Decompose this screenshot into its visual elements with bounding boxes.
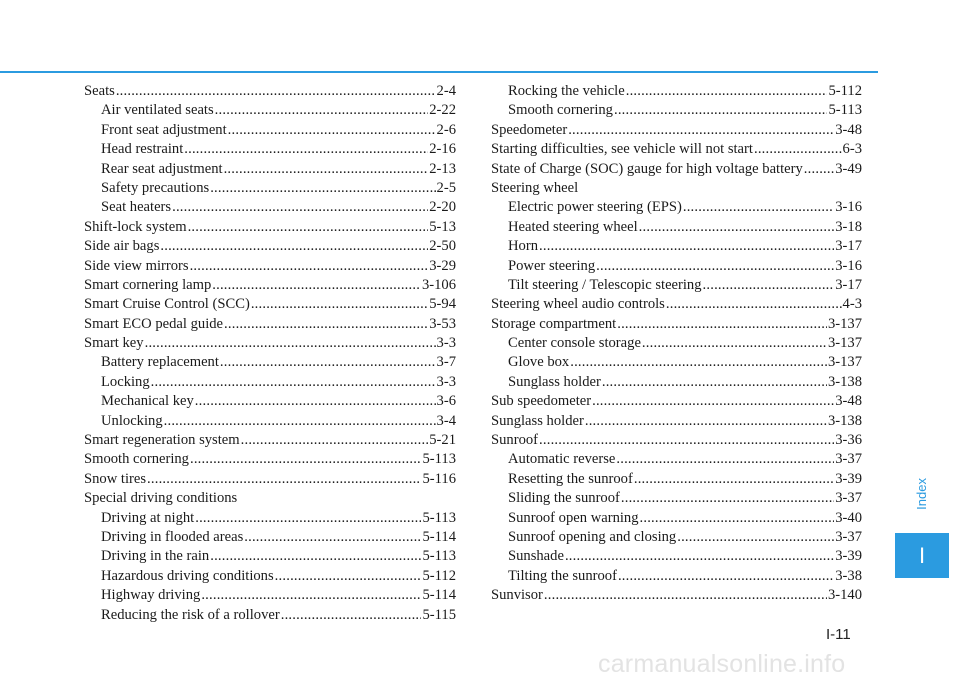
- index-entry-page: 3-39: [835, 470, 862, 487]
- dot-leader: [596, 257, 834, 276]
- index-entry-page: 3-138: [827, 373, 862, 390]
- dot-leader: [201, 586, 421, 605]
- index-entry-page: 2-22: [429, 102, 456, 119]
- index-entry-page: 5-114: [422, 587, 456, 604]
- dot-leader: [642, 334, 827, 353]
- index-entry-page: 3-49: [835, 160, 862, 177]
- dot-leader: [210, 179, 435, 198]
- index-entry-label: Unlocking: [101, 412, 163, 429]
- index-entry-page: 5-116: [422, 470, 456, 487]
- index-entry: [84, 121, 456, 140]
- index-entry: [491, 528, 862, 547]
- watermark: carmanualsonline.info: [598, 650, 846, 678]
- index-entry-page: 3-29: [429, 257, 456, 274]
- dot-leader: [617, 315, 827, 334]
- dot-leader: [592, 392, 834, 411]
- dot-leader: [224, 160, 429, 179]
- index-entry: [84, 489, 456, 508]
- dot-leader: [275, 567, 422, 586]
- index-entry-page: 3-17: [835, 276, 862, 293]
- index-entry-label: Sunshade: [508, 548, 564, 565]
- index-entry-label: Steering wheel audio controls: [491, 296, 665, 313]
- index-entry-page: 3-48: [835, 393, 862, 410]
- dot-leader: [585, 412, 827, 431]
- index-entry-label: Head restraint: [101, 141, 184, 158]
- dot-leader: [224, 315, 428, 334]
- dot-leader: [568, 121, 834, 140]
- index-entry-page: 3-17: [835, 238, 862, 255]
- index-entry-page: 5-113: [828, 102, 862, 119]
- index-entry: [84, 509, 456, 528]
- index-entry-page: 5-112: [828, 83, 862, 99]
- index-entry-page: 3-39: [835, 548, 862, 565]
- index-entry-page: 2-6: [436, 121, 456, 138]
- index-entry-label: Sunglass holder: [491, 412, 584, 429]
- index-entry: [491, 489, 862, 508]
- index-entry-label: Battery replacement: [101, 354, 219, 371]
- index-entry-label: Steering wheel: [491, 179, 579, 196]
- index-entry-label: Side air bags: [84, 238, 160, 255]
- dot-leader: [160, 237, 428, 256]
- index-entry-page: 3-106: [421, 276, 456, 293]
- index-entry-label: Starting difficulties, see vehicle will not start: [491, 141, 753, 158]
- index-entry: [84, 373, 456, 392]
- index-entry: [84, 528, 456, 547]
- dot-leader: [616, 450, 834, 469]
- index-entry: [491, 431, 862, 450]
- index-entry-page: 3-38: [835, 567, 862, 584]
- index-entry-label: Power steering: [508, 257, 596, 274]
- index-entry-label: Side view mirrors: [84, 257, 189, 274]
- index-entry-label: Snow tires: [84, 470, 147, 487]
- index-entry: [84, 353, 456, 372]
- index-entry: [491, 373, 862, 392]
- index-entry-label: Smart regeneration system: [84, 432, 240, 449]
- dot-leader: [539, 431, 834, 450]
- index-entry-label: Sunroof opening and closing: [508, 528, 677, 545]
- index-entry-page: 5-113: [422, 509, 456, 526]
- section-letter-box: I: [895, 533, 949, 578]
- index-entry-label: Storage compartment: [491, 315, 617, 332]
- index-entry-label: State of Charge (SOC) gauge for high voltage battery: [491, 160, 803, 177]
- index-entry: [84, 257, 456, 276]
- dot-leader: [804, 160, 834, 179]
- index-entry-label: Seats: [84, 83, 115, 99]
- index-entry: [84, 237, 456, 256]
- index-entry: [491, 140, 862, 159]
- index-entry: [491, 547, 862, 566]
- index-entry-page: 3-36: [835, 432, 862, 449]
- index-entry: [84, 295, 456, 314]
- page-number: I-11: [826, 626, 851, 643]
- index-entry-page: 3-138: [827, 412, 862, 429]
- dot-leader: [639, 218, 835, 237]
- dot-leader: [241, 431, 429, 450]
- index-entry-page: 3-137: [827, 315, 862, 332]
- index-column-left: [84, 82, 456, 625]
- index-entry-page: 3-48: [835, 121, 862, 138]
- index-entry-page: 5-113: [422, 451, 456, 468]
- dot-leader: [145, 334, 436, 353]
- index-entry: [491, 567, 862, 586]
- dot-leader: [116, 82, 436, 101]
- index-entry-label: Driving in the rain: [101, 548, 210, 565]
- index-entry-page: 3-37: [835, 451, 862, 468]
- index-entry: [491, 198, 862, 217]
- index-entry-page: 3-53: [429, 315, 456, 332]
- index-entry: [84, 586, 456, 605]
- dot-leader: [614, 101, 828, 120]
- index-entry-label: Shift-lock system: [84, 218, 187, 235]
- dot-leader: [754, 140, 842, 159]
- index-entry-page: 6-3: [842, 141, 862, 158]
- index-entry: [491, 334, 862, 353]
- index-entry-label: Automatic reverse: [508, 451, 616, 468]
- dot-leader: [164, 412, 436, 431]
- index-entry-page: 5-112: [422, 567, 456, 584]
- index-entry-label: Smooth cornering: [84, 451, 189, 468]
- index-entry: [84, 567, 456, 586]
- index-entry: [84, 470, 456, 489]
- index-entry-page: 4-3: [842, 296, 862, 313]
- dot-leader: [210, 547, 421, 566]
- index-entry-label: Rear seat adjustment: [101, 160, 223, 177]
- index-entry-label: Sub speedometer: [491, 393, 592, 410]
- index-entry-page: 3-37: [835, 528, 862, 545]
- index-entry-label: Resetting the sunroof: [508, 470, 633, 487]
- index-entry-label: Special driving conditions: [84, 490, 238, 507]
- dot-leader: [172, 198, 428, 217]
- dot-leader: [184, 140, 428, 159]
- index-entry: [491, 237, 862, 256]
- dot-leader: [602, 373, 827, 392]
- index-entry: [84, 140, 456, 159]
- dot-leader: [666, 295, 842, 314]
- index-entry-label: Sunglass holder: [508, 373, 601, 390]
- index-entry: [491, 101, 862, 120]
- index-entry-label: Seat heaters: [101, 199, 172, 216]
- index-entry-label: Speedometer: [491, 121, 568, 138]
- index-entry-label: Smart Cruise Control (SCC): [84, 296, 250, 313]
- index-entry-page: 2-20: [429, 199, 456, 216]
- dot-leader: [634, 470, 834, 489]
- index-entry-label: Reducing the risk of a rollover: [101, 606, 280, 623]
- dot-leader: [677, 528, 834, 547]
- dot-leader: [195, 392, 436, 411]
- index-entry: [84, 450, 456, 469]
- index-entry: [84, 82, 456, 101]
- dot-leader: [190, 450, 422, 469]
- dot-leader: [621, 489, 834, 508]
- index-entry-page: 3-7: [436, 354, 456, 371]
- index-entry-label: Hazardous driving conditions: [101, 567, 274, 584]
- index-entry-page: 5-94: [429, 296, 456, 313]
- index-entry: [84, 334, 456, 353]
- index-entry: [84, 179, 456, 198]
- index-entry-page: 3-16: [835, 257, 862, 274]
- index-entry-label: Center console storage: [508, 335, 641, 352]
- index-entry-label: Mechanical key: [101, 393, 194, 410]
- index-column-right: [491, 82, 862, 606]
- index-entry-page: 3-3: [436, 373, 456, 390]
- index-entry: [491, 353, 862, 372]
- dot-leader: [626, 82, 828, 101]
- index-entry: [84, 547, 456, 566]
- index-entry-label: Highway driving: [101, 587, 201, 604]
- index-entry: [491, 218, 862, 237]
- dot-leader: [565, 547, 834, 566]
- index-entry-page: 5-13: [429, 218, 456, 235]
- dot-leader: [640, 509, 835, 528]
- index-entry: [491, 470, 862, 489]
- index-entry-label: Sunroof: [491, 432, 539, 449]
- index-entry-label: Sliding the sunroof: [508, 490, 620, 507]
- index-entry: [84, 101, 456, 120]
- index-entry: [491, 82, 862, 101]
- dot-leader: [618, 567, 834, 586]
- index-entry-label: Smooth cornering: [508, 102, 613, 119]
- index-entry: [491, 121, 862, 140]
- index-entry: [491, 392, 862, 411]
- index-entry-label: Driving in flooded areas: [101, 528, 244, 545]
- index-entry: [491, 412, 862, 431]
- dot-leader: [281, 606, 422, 625]
- index-entry-page: 2-4: [436, 83, 456, 99]
- index-entry-page: 5-21: [429, 432, 456, 449]
- dot-leader: [544, 586, 827, 605]
- index-entry-label: Tilt steering / Telescopic steering: [508, 276, 702, 293]
- index-entry-label: Sunroof open warning: [508, 509, 639, 526]
- index-entry-page: 3-6: [436, 393, 456, 410]
- index-entry-label: Tilting the sunroof: [508, 567, 617, 584]
- index-entry: [84, 392, 456, 411]
- index-entry-page: 3-40: [835, 509, 862, 526]
- dot-leader: [220, 353, 436, 372]
- dot-leader: [147, 470, 421, 489]
- dot-leader: [228, 121, 436, 140]
- dot-leader: [195, 509, 421, 528]
- dot-leader: [683, 198, 834, 217]
- index-entry-label: Smart cornering lamp: [84, 276, 212, 293]
- index-entry-label: Sunvisor: [491, 587, 543, 604]
- index-entry: [491, 450, 862, 469]
- dot-leader: [570, 353, 827, 372]
- index-entry-page: 5-114: [422, 528, 456, 545]
- dot-leader: [244, 528, 421, 547]
- index-entry-page: 2-13: [429, 160, 456, 177]
- header-rule: [0, 71, 878, 73]
- index-entry-page: 5-115: [422, 606, 456, 623]
- dot-leader: [190, 257, 429, 276]
- dot-leader: [703, 276, 835, 295]
- index-entry: [84, 315, 456, 334]
- index-entry-page: 5-113: [422, 548, 456, 565]
- dot-leader: [188, 218, 429, 237]
- index-entry-label: Front seat adjustment: [101, 121, 227, 138]
- index-entry-page: 3-137: [827, 335, 862, 352]
- dot-leader: [151, 373, 436, 392]
- dot-leader: [215, 101, 429, 120]
- index-entry: [491, 160, 862, 179]
- index-tab-label: Index: [913, 478, 929, 510]
- index-entry-page: 3-37: [835, 490, 862, 507]
- index-entry-label: Horn: [508, 238, 538, 255]
- index-entry: [491, 295, 862, 314]
- index-entry-label: Driving at night: [101, 509, 195, 526]
- dot-leader: [251, 295, 428, 314]
- index-entry: [491, 276, 862, 295]
- index-entry-label: Glove box: [508, 354, 570, 371]
- index-entry-page: 2-50: [429, 238, 456, 255]
- index-entry-label: Heated steering wheel: [508, 218, 638, 235]
- index-entry-page: 3-140: [827, 587, 862, 604]
- index-side-tab: [907, 478, 935, 510]
- index-entry-page: 3-4: [436, 412, 456, 429]
- index-entry-label: Air ventilated seats: [101, 102, 214, 119]
- index-entry-label: Smart key: [84, 335, 144, 352]
- index-entry: [491, 315, 862, 334]
- index-entry: [491, 586, 862, 605]
- index-entry-page: 2-16: [429, 141, 456, 158]
- index-entry: [84, 276, 456, 295]
- index-entry-label: Electric power steering (EPS): [508, 199, 682, 216]
- index-entry: [84, 198, 456, 217]
- index-entry-label: Locking: [101, 373, 150, 390]
- index-entry: [491, 509, 862, 528]
- index-entry-page: 2-5: [436, 179, 456, 196]
- index-entry-page: 3-3: [436, 335, 456, 352]
- index-entry-label: Rocking the vehicle: [508, 83, 625, 99]
- index-entry-page: 3-18: [835, 218, 862, 235]
- index-entry: [84, 431, 456, 450]
- index-entry-page: 3-16: [835, 199, 862, 216]
- dot-leader: [539, 237, 834, 256]
- index-entry-label: Smart ECO pedal guide: [84, 315, 224, 332]
- index-entry: [491, 179, 862, 198]
- index-entry: [84, 218, 456, 237]
- index-entry-page: 3-137: [827, 354, 862, 371]
- index-entry: [84, 412, 456, 431]
- index-entry: [491, 257, 862, 276]
- index-entry-label: Safety precautions: [101, 179, 210, 196]
- dot-leader: [212, 276, 421, 295]
- index-entry: [84, 606, 456, 625]
- index-entry: [84, 160, 456, 179]
